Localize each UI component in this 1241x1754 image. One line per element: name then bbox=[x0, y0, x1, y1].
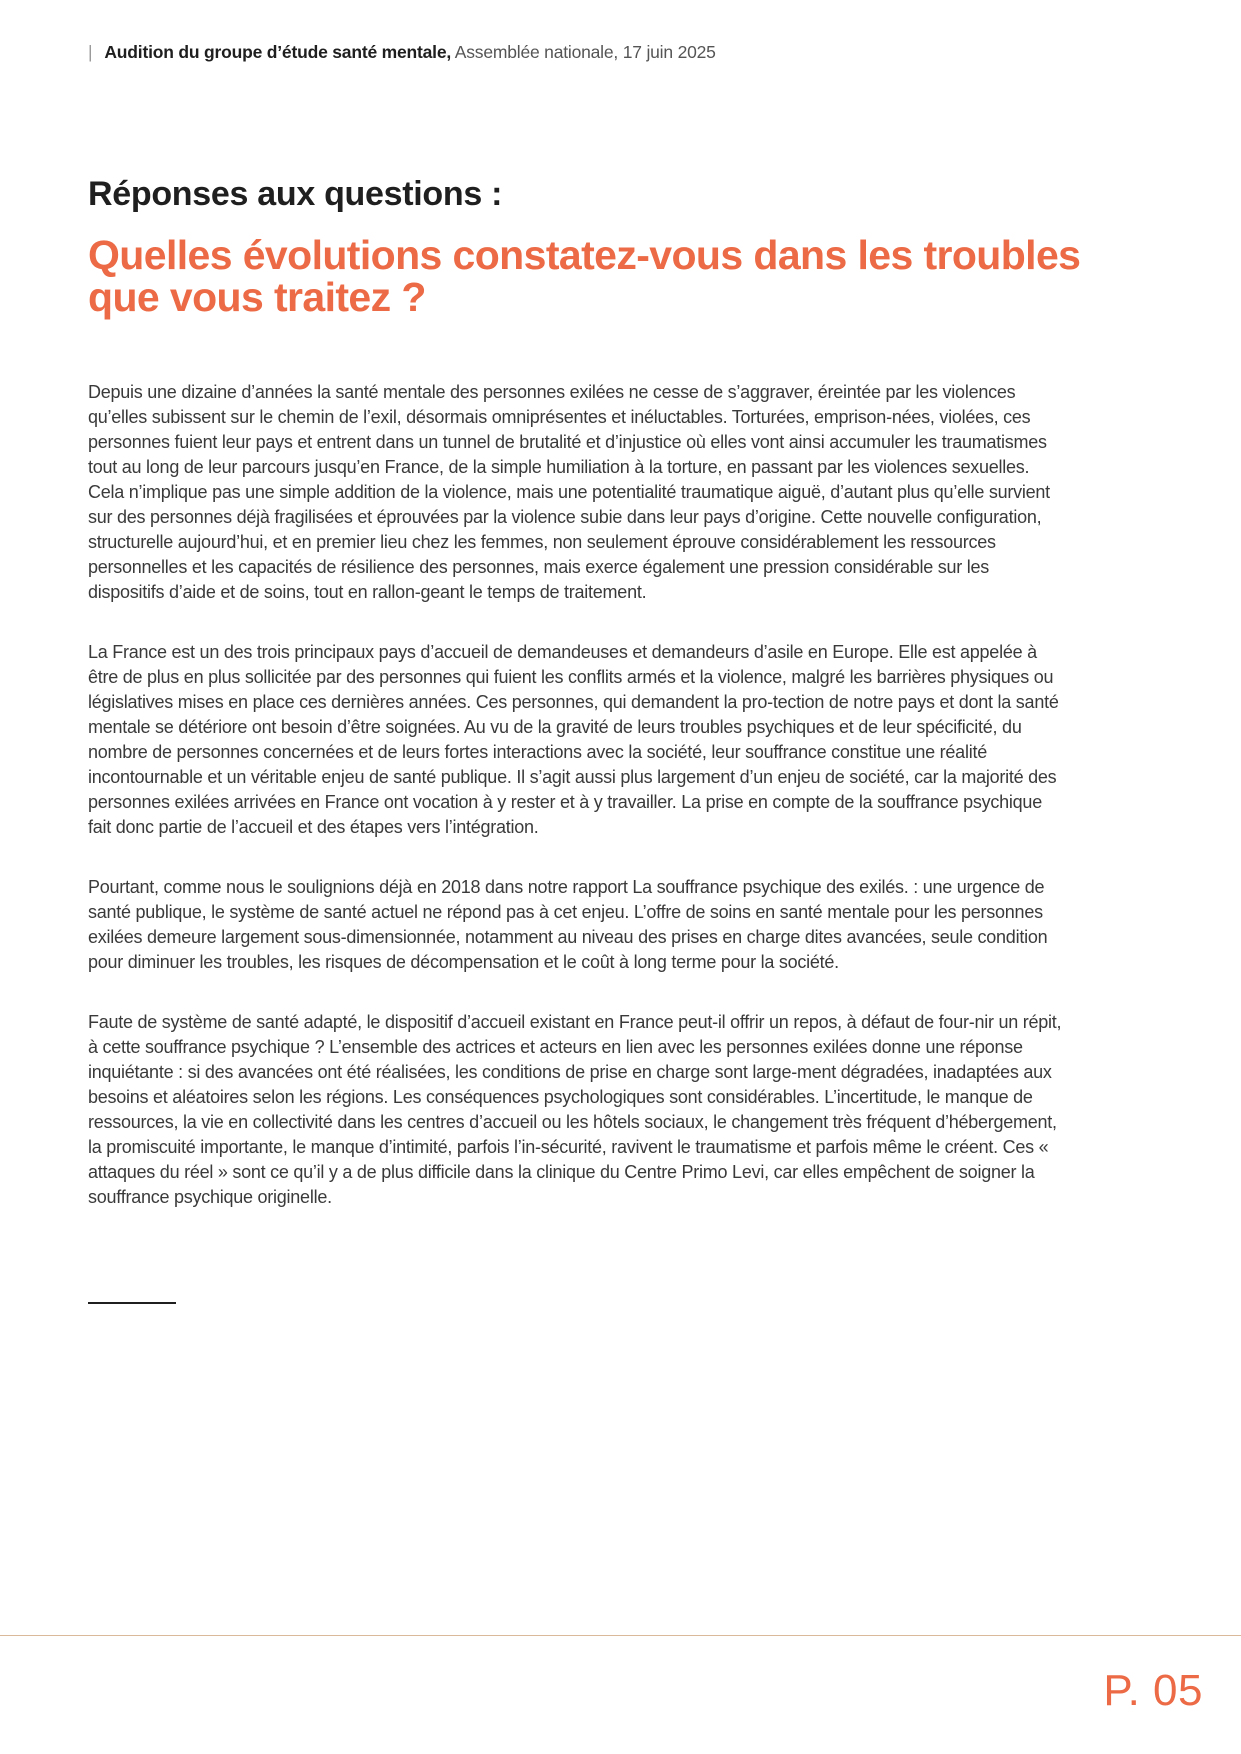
section-end-rule bbox=[88, 1302, 176, 1304]
section-title: Réponses aux questions : bbox=[88, 175, 503, 213]
footer-divider bbox=[0, 1635, 1241, 1636]
header-title-bold: Audition du groupe d’étude santé mentale, bbox=[104, 42, 452, 62]
paragraph-3: Pourtant, comme nous le soulignions déjà en 2018 dans notre rapport La souffrance psychique des exilés. : une urgence de santé publique, le système de santé actuel ne répond pas à cet enjeu. L’offre de soins en santé mentale pour les personnes exilées demeure largement sous-dimensionnée, notamment au niveau des prises en charge dites avancées, seule condition pour diminuer les troubles, les risques de décompensation et le coût à long terme pour la société. bbox=[88, 877, 1048, 972]
paragraph-2: La France est un des trois principaux pays d’accueil de demandeuses et demandeurs d’asile en Europe. Elle est appelée à être de plus en plus sollicitée par des personnes qui fuient les conflits armés et la violence, malgré les barrières physiques ou législatives mises en place ces dernières années. Ces personnes, qui demandent la pro-tection de notre pays et dont la santé mentale se détériore ont besoin d’être soignées. Au vu de la gravité de leurs troubles psychiques et de leur spécificité, du nombre de personnes concernées et de leurs fortes interactions avec la société, leur souffrance constitue une réalité incontournable et un véritable enjeu de santé publique. Il s’agit aussi plus largement d’un enjeu de société, car la majorité des personnes exilées arrivées en France ont vocation à y rester et à y travailler. La prise en compte de la souffrance psychique fait donc partie de l’accueil et des étapes vers l’intégration. bbox=[88, 642, 1059, 837]
running-header bbox=[88, 40, 716, 64]
question-title: Quelles évolutions constatez-vous dans les troubles que vous traitez ? bbox=[88, 232, 1081, 320]
header-separator: | bbox=[88, 42, 93, 62]
paragraph-1: Depuis une dizaine d’années la santé mentale des personnes exilées ne cesse de s’aggraver, éreintée par les violences qu’elles subissent sur le chemin de l’exil, désormais omniprésentes et inéluctables. Torturées, emprison-nées, violées, ces personnes fuient leur pays et entrent dans un tunnel de brutalité et d’injustice où elles vont ainsi accumuler les traumatismes tout au long de leur parcours jusqu’en France, de la simple humiliation à la torture, en passant par les violences sexuelles. Cela n’implique pas une simple addition de la violence, mais une potentialité traumatique aiguë, d’autant plus qu’elle survient sur des personnes déjà fragilisées et éprouvées par la violence subie dans leur pays d’origine. Cette nouvelle configuration, structurelle aujourd’hui, et en premier lieu chez les femmes, non seulement éprouve considérablement les ressources personnelles et les capacités de résilience des personnes, mais exerce également une pression considérable sur les dispositifs d’aide et de soins, tout en rallon-geant le temps de traitement. bbox=[88, 382, 1050, 602]
header-title-rest: Assemblée nationale, 17 juin 2025 bbox=[451, 42, 716, 62]
page-number: P. 05 bbox=[1103, 1666, 1203, 1715]
body-text bbox=[88, 380, 1063, 1245]
paragraph-4: Faute de système de santé adapté, le dispositif d’accueil existant en France peut-il offrir un repos, à défaut de four-nir un répit, à cette souffrance psychique ? L’ensemble des actrices et acteurs en lien avec les personnes exilées donne une réponse inquiétante : si des avancées ont été réalisées, les conditions de prise en charge sont large-ment dégradées, inadaptées aux besoins et aléatoires selon les régions. Les conséquences psychologiques sont considérables. L’incertitude, le manque de ressources, la vie en collectivité dans les centres d’accueil ou les hôtels sociaux, le changement très fréquent d’hébergement, la promiscuité importante, le manque d’intimité, parfois l’in-sécurité, ravivent le traumatisme et parfois même le créent. Ces « attaques du réel » sont ce qu’il y a de plus difficile dans la clinique du Centre Primo Levi, car elles empêchent de soigner la souffrance psychique originelle. bbox=[88, 1012, 1062, 1207]
